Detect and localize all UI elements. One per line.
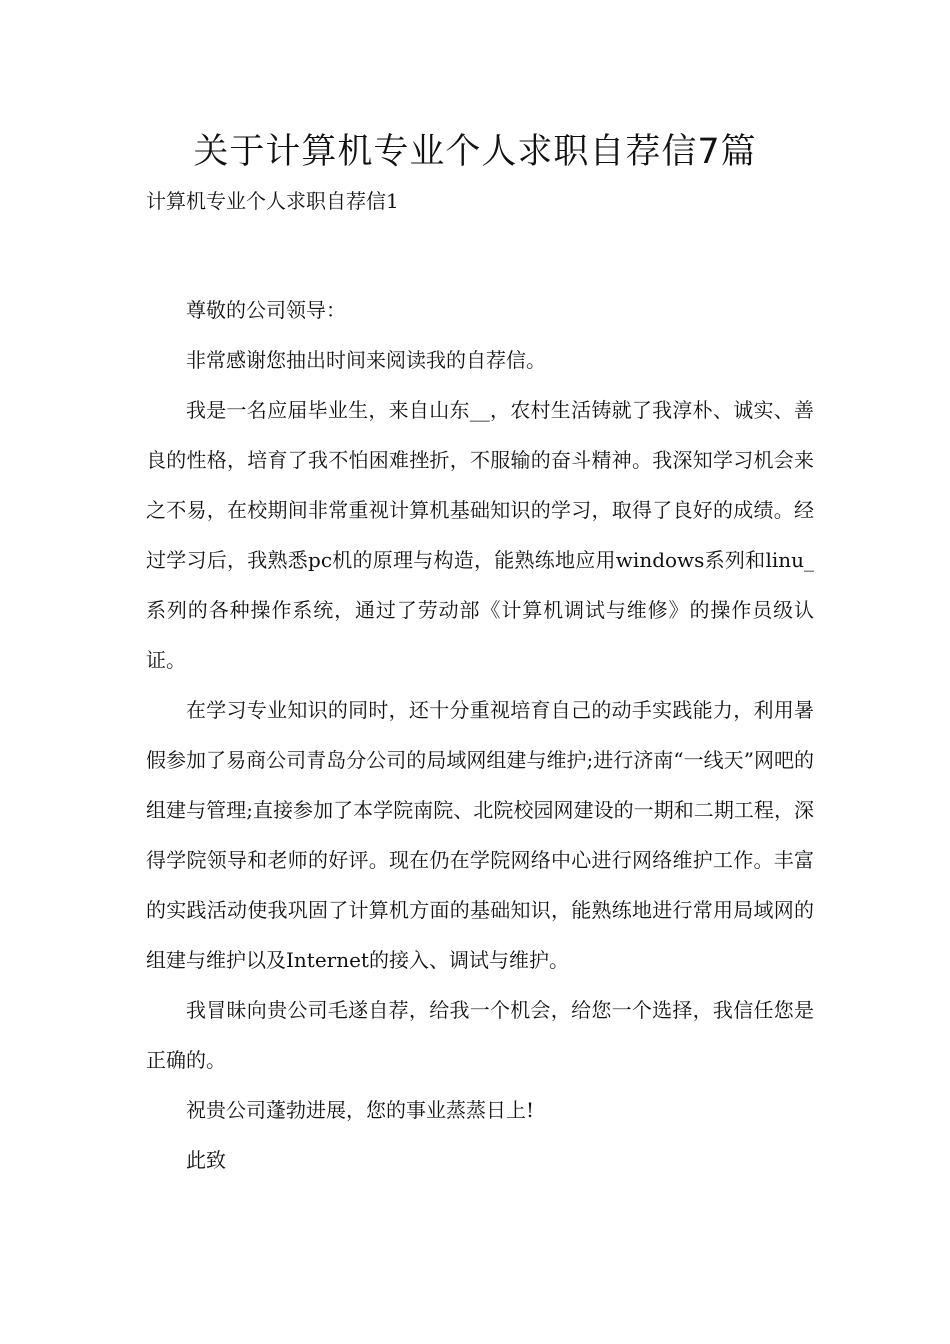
letter-heading: 计算机专业个人求职自荐信1 — [146, 189, 399, 213]
paragraph-practice: 在学习专业知识的同时，还十分重视培育自己的动手实践能力，利用暑假参加了易商公司青岛分公司的局域网组建与维护;进行济南“一线天”网吧的组建与管理;直接参加了本学院南院、北院校园网建设的一期和二期工程，深得学院领导和老师的好评。现在仍在学院网络中心进行网络维护工作。丰富的实践活动使我巩固了计算机方面的基础知识，能熟练地进行常用局域网的组建与维护以及Internet的接入、调试与维护。 — [146, 698, 814, 972]
letter-body — [146, 285, 814, 1185]
salutation: 尊敬的公司领导： — [186, 298, 346, 322]
paragraph-thanks: 非常感谢您抽出时间来阅读我的自荐信。 — [186, 348, 546, 372]
paragraph-recommendation: 我冒昧向贵公司毛遂自荐，给我一个机会，给您一个选择，我信任您是正确的。 — [146, 998, 814, 1072]
closing: 此致 — [186, 1148, 226, 1172]
paragraph-wishes: 祝贵公司蓬勃进展，您的事业蒸蒸日上! — [186, 1098, 535, 1122]
document-title: 关于计算机专业个人求职自荐信7篇 — [193, 132, 757, 172]
paragraph-background: 我是一名应届毕业生，来自山东__，农村生活铸就了我淳朴、诚实、善良的性格，培育了我不怕困难挫折，不服输的奋斗精神。我深知学习机会来之不易，在校期间非常重视计算机基础知识的学习，取得了良好的成绩。经过学习后，我熟悉pc机的原理与构造，能熟练地应用windows系列和linu_系列的各种操作系统，通过了劳动部《计算机调试与维修》的操作员级认证。 — [146, 398, 814, 672]
